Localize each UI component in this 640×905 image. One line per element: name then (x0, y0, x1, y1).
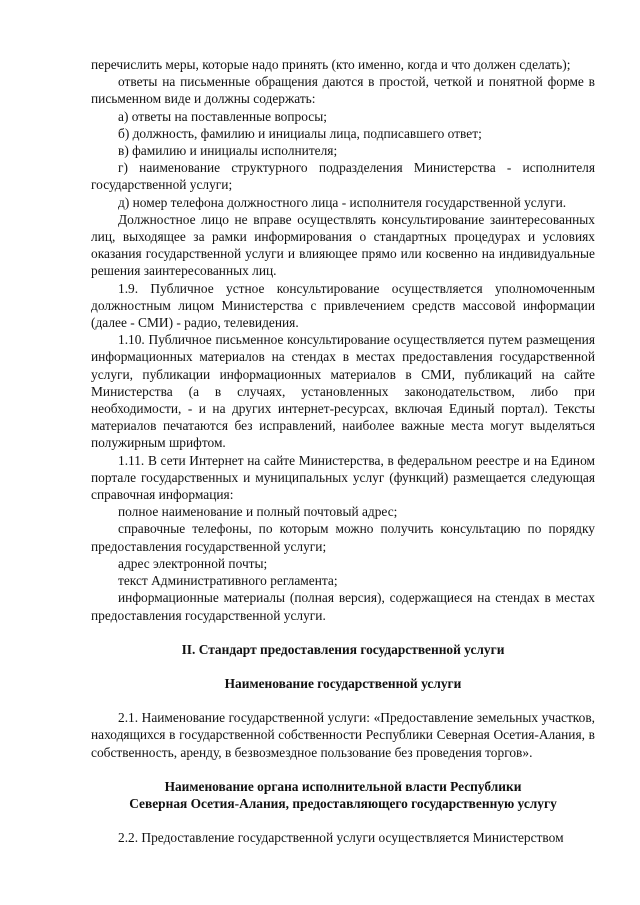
list-item: г) наименование структурного подразделения Министерства - исполнителя государственной услуги; (91, 160, 595, 193)
clause-1-11: 1.11. В сети Интернет на сайте Министерства, в федеральном реестре и на Едином портале государственных и муниципальных услуг (функций) размещается следующая справочная информация: (91, 452, 595, 503)
subsection-title-line-1: Наименование органа исполнительной власти Республики (164, 778, 522, 794)
paragraph: ответы на письменные обращения даются в простой, четкой и понятной форме в письменном виде и должны содержать: (91, 74, 595, 107)
list-item: д) номер телефона должностного лица - исполнителя государственной услуги. (118, 194, 567, 210)
list-item: адрес электронной почты; (118, 555, 268, 571)
document-page (91, 56, 595, 846)
list-item: в) фамилию и инициалы исполнителя; (118, 143, 338, 159)
list-item: информационные материалы (полная версия), содержащиеся на стендах в местах предоставления государственной услуги. (91, 590, 595, 623)
subsection-title: Наименование государственной услуги (224, 675, 462, 691)
clause-1-10: 1.10. Публичное письменное консультирование осуществляется путем размещения информационных материалов на стендах в местах предоставления государственной услуги, публикации информационных материалов в СМИ, публикаций на сайте Министерства (а в случаях, установленных законодательством, либо при необходимости, - и на других интернет-ресурсах, включая Единый портал). Тексты материалов печатаются без исправлений, наиболее важные места могут выделяться полужирным шрифтом. (91, 332, 595, 451)
paragraph: Должностное лицо не вправе осуществлять консультирование заинтересованных лиц, выходящее за рамки информирования о стандартных процедурах и условиях оказания государственной услуги и влияющее прямо или косвенно на индивидуальные решения заинтересованных лиц. (91, 211, 595, 279)
clause-2-1: 2.1. Наименование государственной услуги: «Предоставление земельных участков, находящихся в государственной собственности Республики Северная Осетия-Алания, в собственность, аренду, в безвозмездное пользование без проведения торгов». (91, 710, 595, 760)
paragraph: перечислить меры, которые надо принять (кто именно, когда и что должен сделать); (91, 57, 571, 72)
section-title: II. Стандарт предоставления государственной услуги (181, 641, 505, 657)
list-item: полное наименование и полный почтовый адрес; (118, 504, 398, 520)
clause-2-2: 2.2. Предоставление государственной услуги осуществляется Министерством (118, 830, 564, 846)
list-item: справочные телефоны, по которым можно получить консультацию по порядку предоставления государственной услуги; (91, 521, 595, 554)
list-item: б) должность, фамилию и инициалы лица, подписавшего ответ; (118, 125, 482, 141)
clause-1-9: 1.9. Публичное устное консультирование осуществляется уполномоченным должностным лицом Министерства с привлечением средств массовой информации (далее - СМИ) - радио, телевидения. (91, 280, 595, 331)
subsection-title-line-2: Северная Осетия-Алания, предоставляющего государственную услугу (129, 795, 557, 811)
list-item: а) ответы на поставленные вопросы; (118, 108, 327, 124)
list-item: текст Административного регламента; (118, 573, 338, 589)
